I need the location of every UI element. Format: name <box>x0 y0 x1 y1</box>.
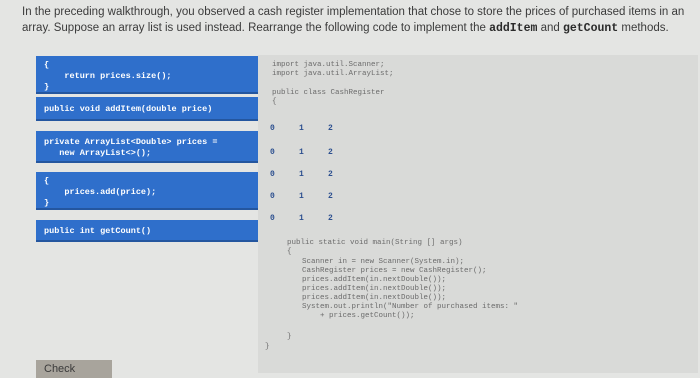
indent-level-2: 2 <box>328 192 333 201</box>
indent-level-1: 1 <box>299 148 304 157</box>
indent-level-1: 1 <box>299 124 304 133</box>
method-name-additem: addItem <box>489 22 538 35</box>
code-class-close-brace: } <box>265 343 270 351</box>
indent-level-2: 2 <box>328 124 333 133</box>
block-line: return prices.size(); <box>44 71 172 81</box>
prompt-text: In the preceding walkthrough, you observed a cash register implementation that chose to store the prices of purchased items in an array. Suppose an array list is used instead. Rearrange the following code to implement the <box>22 6 685 34</box>
indent-level-0: 0 <box>270 170 275 179</box>
indent-level-2: 2 <box>328 214 333 223</box>
code-main-close-brace: } <box>287 333 292 341</box>
prompt-text-and: and <box>537 22 563 34</box>
block-line: } <box>44 198 50 208</box>
block-line: new ArrayList<>(); <box>44 148 152 158</box>
indent-level-0: 0 <box>270 148 275 157</box>
prompt-text-end: methods. <box>618 22 669 34</box>
indent-level-0: 0 <box>270 214 275 223</box>
drop-slot-row[interactable] <box>265 210 355 230</box>
code-block-prices-field[interactable] <box>36 131 270 163</box>
block-line: public int getCount() <box>44 226 152 236</box>
indent-level-1: 1 <box>299 192 304 201</box>
block-line: } <box>44 82 50 92</box>
block-line: { <box>44 60 50 70</box>
code-block-getcount-signature[interactable] <box>36 220 270 242</box>
drop-slot-row[interactable] <box>265 188 355 208</box>
code-block-return-size[interactable] <box>36 56 270 94</box>
check-button[interactable]: Check <box>36 360 112 378</box>
code-main-signature: public static void main(String [] args) { <box>287 239 463 256</box>
indent-level-0: 0 <box>270 124 275 133</box>
block-line: { <box>44 176 50 186</box>
drop-slot-row[interactable] <box>265 166 355 186</box>
indent-level-2: 2 <box>328 170 333 179</box>
block-line: public void addItem(double price) <box>44 104 213 114</box>
indent-level-2: 2 <box>328 148 333 157</box>
drop-slot-row[interactable] <box>265 144 355 164</box>
indent-level-1: 1 <box>299 214 304 223</box>
question-prompt <box>22 4 692 37</box>
code-class-header: public class CashRegister { <box>272 89 385 106</box>
drop-slot-row[interactable] <box>265 120 355 140</box>
method-name-getcount: getCount <box>562 22 619 35</box>
code-main-body: Scanner in = new Scanner(System.in); CashRegister prices = new CashRegister(); prices.addItem(in.nextDouble()); prices.addItem(in.nextDouble()); prices.addItem(in.nextDouble()); System.out.println("Number of purchased items: " + prices.getCount()); <box>302 258 519 320</box>
block-line: prices.add(price); <box>44 187 157 197</box>
code-block-additem-signature[interactable] <box>36 97 270 121</box>
indent-level-1: 1 <box>299 170 304 179</box>
code-block-add-price[interactable] <box>36 172 270 210</box>
code-imports: import java.util.Scanner; import java.util.ArrayList; <box>272 61 394 78</box>
block-line: private ArrayList<Double> prices = <box>44 137 218 147</box>
indent-level-0: 0 <box>270 192 275 201</box>
